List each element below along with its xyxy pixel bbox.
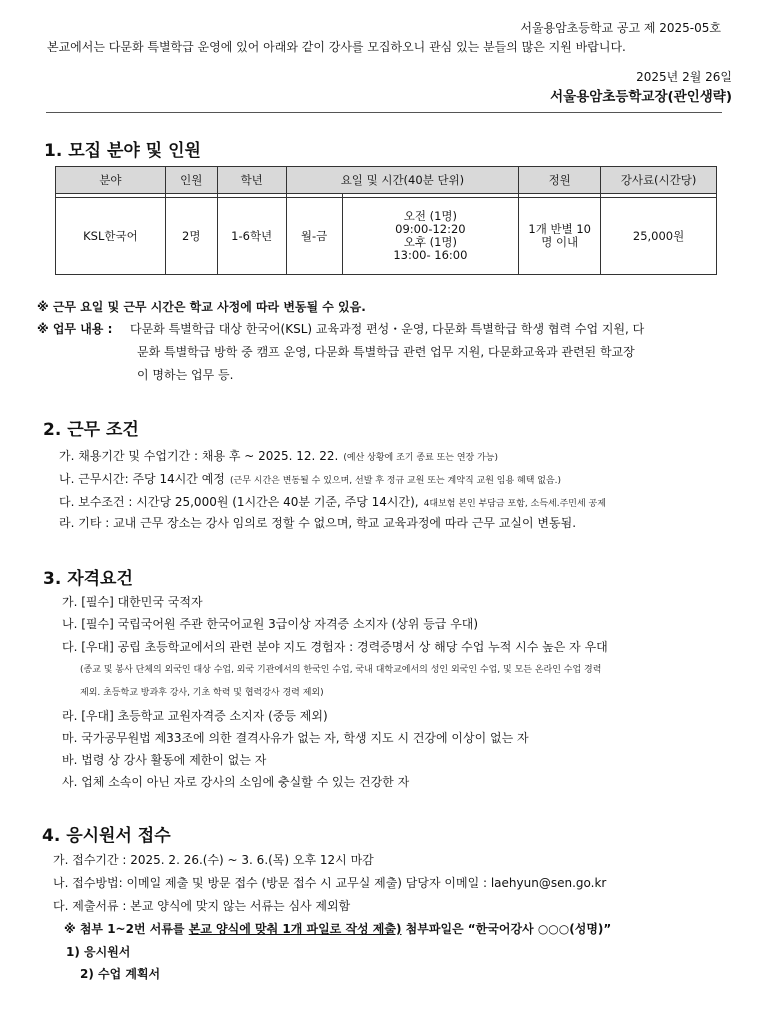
qualification-item: 나. [필수] 국립국어원 주관 한국어교원 3급이상 자격증 소지자 (상위 등급 우대) [62, 617, 479, 631]
condition-note: (예산 상황에 조기 종료 또는 연장 가능) [343, 453, 498, 463]
attachment-note [64, 920, 611, 937]
issuer: 서울용암초등학교장(관인생략) [550, 89, 732, 105]
note-duties-line: 문화 특별학급 방학 중 캠프 운영, 다문화 특별학급 관련 업무 지원, 다문화교육과 관련된 학교장 [137, 345, 635, 359]
qualification-subnote: (종교 및 봉사 단체의 외국인 대상 수업, 외국 기관에서의 한국인 수업, 국내 대학교에서의 성인 외국인 수업, 및 모든 온라인 수업 경력 [80, 665, 602, 675]
application-documents: 다. 제출서류 : 본교 양식에 맞지 않는 서류는 심사 제외함 [53, 899, 351, 913]
recruit-table [55, 166, 717, 275]
application-method: 나. 접수방법: 이메일 제출 및 방문 접수 (방문 접수 시 교무실 제출) 담당자 이메일 : laehyun@sen.go.kr [53, 876, 607, 890]
intro-text: 본교에서는 다문화 특별학급 운영에 있어 아래와 같이 강사를 모집하오니 관심 있는 분들의 많은 지원 바랍니다. [47, 40, 626, 54]
qualification-item: 다. [우대] 공립 초등학교에서의 관련 분야 지도 경험자 : 경력증명서 상 해당 수업 누적 시수 높은 자 우대 [62, 640, 608, 654]
condition-note: 4대보험 본인 부담금 포함, 소득세.주민세 공제 [423, 499, 606, 509]
capacity-line: 명 이내 [541, 235, 579, 249]
attachment-text: ※ 첨부 1~2번 서류를 [64, 922, 189, 936]
time-line: 13:00- 16:00 [393, 248, 468, 262]
time-line: 09:00-12:20 [395, 222, 466, 236]
note-duties-line: 이 명하는 업무 등. [137, 368, 234, 382]
attachment-text: 첨부파일은 “한국어강사 ○○○(성명)” [401, 922, 612, 936]
cell-days: 월-금 [286, 198, 342, 275]
section3-title: 3. 자격요건 [43, 569, 133, 589]
cell-grade: 1-6학년 [217, 198, 286, 275]
condition-text: 다. 보수조건 : 시간당 25,000원 (1시간은 40분 기준, 주당 14시간), [59, 495, 419, 509]
qualification-item: 마. 국가공무원법 제33조에 의한 결격사유가 없는 자, 학생 지도 시 건강에 이상이 없는 자 [62, 731, 529, 745]
cell-field: KSL한국어 [56, 198, 166, 275]
condition-hours [59, 468, 561, 487]
section2-title: 2. 근무 조건 [43, 420, 139, 440]
condition-text: 나. 근무시간: 주당 14시간 예정 [59, 472, 225, 486]
attachment-underlined: 본교 양식에 맞춰 1개 파일로 작성 제출) [188, 922, 402, 936]
condition-period [59, 445, 498, 464]
document-item: 2) 수업 계획서 [80, 967, 161, 981]
condition-other: 라. 기타 : 교내 근무 장소는 강사 임의로 정할 수 없으며, 학교 교육과정에 따라 근무 교실이 변동됨. [59, 516, 577, 530]
condition-note: (근무 시간은 변동될 수 있으며, 선발 후 정규 교원 또는 계약직 교원 임용 혜택 없음.) [230, 476, 562, 486]
table-header-row [56, 167, 717, 194]
document-item: 1) 응시원서 [66, 945, 131, 959]
qualification-item: 가. [필수] 대한민국 국적자 [62, 595, 203, 609]
header-field: 분야 [56, 167, 166, 194]
application-period: 가. 접수기간 : 2025. 2. 26.(수) ~ 3. 6.(목) 오후 12시 마감 [53, 853, 374, 867]
qualification-subnote: 제외. 초등학교 방과후 강사, 기초 학력 및 협력강사 경력 제외) [80, 688, 324, 698]
header-pay: 강사료(시간당) [601, 167, 717, 194]
condition-text: 가. 채용기간 및 수업기간 : 채용 후 ~ 2025. 12. 22. [59, 449, 339, 463]
section1-title: 1. 모집 분야 및 인원 [44, 141, 201, 161]
header-divider [46, 112, 722, 113]
qualification-item: 사. 업체 소속이 아닌 자로 강사의 소임에 충실할 수 있는 건강한 자 [62, 775, 410, 789]
time-line: 오전 (1명) [403, 209, 458, 223]
header-schedule: 요일 및 시간(40분 단위) [286, 167, 519, 194]
qualification-item: 라. [우대] 초등학교 교원자격증 소지자 (중등 제외) [62, 709, 328, 723]
cell-time [342, 198, 519, 275]
cell-count: 2명 [165, 198, 217, 275]
qualification-item: 바. 법령 상 강사 활동에 제한이 없는 자 [62, 753, 267, 767]
capacity-line: 1개 반별 10 [528, 222, 591, 236]
cell-pay: 25,000원 [601, 198, 717, 275]
header-grade: 학년 [217, 167, 286, 194]
note-duties-line: 다문화 특별학급 대상 한국어(KSL) 교육과정 편성・운영, 다문화 특별학급 학생 협력 수업 지원, 다 [130, 322, 645, 336]
note-work-hours: ※ 근무 요일 및 근무 시간은 학교 사정에 따라 변동될 수 있음. [37, 300, 366, 314]
table-row [56, 198, 717, 275]
cell-capacity [519, 198, 601, 275]
condition-pay [59, 491, 606, 510]
header-capacity: 정원 [519, 167, 601, 194]
notice-date: 2025년 2월 26일 [636, 70, 732, 84]
notice-number: 서울용암초등학교 공고 제 2025-05호 [520, 21, 721, 35]
note-duties-label: ※ 업무 내용 : [37, 322, 113, 336]
time-line: 오후 (1명) [403, 235, 458, 249]
section4-title: 4. 응시원서 접수 [42, 826, 171, 846]
header-count: 인원 [165, 167, 217, 194]
